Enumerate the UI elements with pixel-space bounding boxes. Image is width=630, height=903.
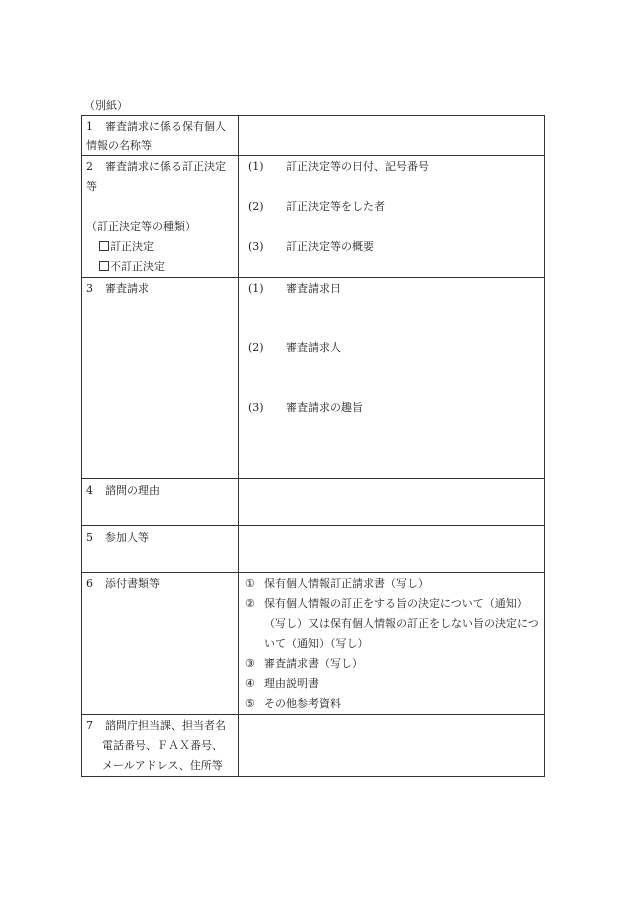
page-label: （別紙） xyxy=(84,99,128,112)
row-1-label-line-2: 情報の名称等 xyxy=(86,139,152,152)
row-7-label-line-2: 電話番号、ＦＡＸ番号、 xyxy=(102,739,223,752)
item-text: 審査請求日 xyxy=(286,282,341,295)
item-text: 訂正決定等の日付、記号番号 xyxy=(286,160,429,173)
item-number: (1) xyxy=(248,160,264,173)
row-1-content-cell xyxy=(239,116,545,156)
row-number: 5 xyxy=(86,531,93,544)
item-number: (1) xyxy=(248,282,264,295)
row-7-label-line-3: メールアドレス、住所等 xyxy=(102,759,223,772)
checkbox-correction-decision[interactable] xyxy=(99,237,154,257)
row-7-label-cell xyxy=(82,715,239,777)
row-1-label-line-1: 審査請求に係る保有個人 xyxy=(105,120,226,133)
row-1-label-cell xyxy=(82,116,239,156)
row-4-label: 諮問の理由 xyxy=(105,484,160,497)
row-5-content-cell xyxy=(239,526,545,573)
form-table xyxy=(81,115,545,777)
row-7-label-line-1: 諮問庁担当課、担当者名 xyxy=(105,719,226,732)
item-number: (2) xyxy=(248,341,264,354)
item-text: 訂正決定等の概要 xyxy=(286,240,374,253)
row-6-label-cell xyxy=(82,573,239,715)
attachment-mark: ③ xyxy=(245,657,255,670)
row-7-content-cell xyxy=(239,715,545,777)
checkbox-non-correction-decision[interactable] xyxy=(99,257,165,277)
attachment-text: その他参考資料 xyxy=(264,697,341,710)
row-number: 1 xyxy=(86,120,93,133)
row-4-content-cell xyxy=(239,479,545,526)
checkbox-icon xyxy=(99,261,109,271)
row-6-label: 添付書類等 xyxy=(105,577,160,590)
attachment-text: 保有個人情報訂正請求書（写し） xyxy=(264,577,429,590)
row-3-content-cell xyxy=(239,278,545,479)
row-number: 7 xyxy=(86,719,93,732)
item-text: 訂正決定等をした者 xyxy=(286,200,385,213)
row-2-label-line-2: 等 xyxy=(86,180,97,193)
attachment-mark: ④ xyxy=(245,677,255,690)
row-number: 4 xyxy=(86,484,93,497)
table-row xyxy=(82,573,545,715)
item-number: (2) xyxy=(248,200,264,213)
table-row xyxy=(82,116,545,156)
attachment-mark: ① xyxy=(245,577,255,590)
checkbox-label: 訂正決定 xyxy=(110,240,154,253)
attachment-text: 保有個人情報の訂正をする旨の決定について（通知）（写し）又は保有個人情報の訂正をしない旨の決定について（通知）（写し） xyxy=(264,597,539,650)
row-number: 2 xyxy=(86,160,93,173)
row-2-label-cell xyxy=(82,156,239,278)
attachment-mark: ② xyxy=(245,597,255,610)
row-2-content-cell xyxy=(239,156,545,278)
attachment-mark: ⑤ xyxy=(245,697,255,710)
item-number: (3) xyxy=(248,240,264,253)
table-row xyxy=(82,278,545,479)
attachment-text: 理由説明書 xyxy=(264,677,319,690)
row-5-label: 参加人等 xyxy=(105,531,149,544)
item-text: 審査請求人 xyxy=(286,341,341,354)
row-4-label-cell xyxy=(82,479,239,526)
attachment-text: 審査請求書（写し） xyxy=(264,657,363,670)
table-row xyxy=(82,156,545,278)
checkbox-icon xyxy=(99,241,109,251)
table-row xyxy=(82,526,545,573)
table-row xyxy=(82,479,545,526)
row-5-label-cell xyxy=(82,526,239,573)
item-text: 審査請求の趣旨 xyxy=(286,401,363,414)
row-3-label-cell xyxy=(82,278,239,479)
row-2-label-line-1: 審査請求に係る訂正決定 xyxy=(105,160,226,173)
row-3-label: 審査請求 xyxy=(105,282,149,295)
row-6-content-cell xyxy=(239,573,545,715)
row-number: 3 xyxy=(86,282,93,295)
checkbox-label: 不訂正決定 xyxy=(110,260,165,273)
row-number: 6 xyxy=(86,577,93,590)
row-2-sub-heading: （訂正決定等の種類） xyxy=(86,220,196,233)
item-number: (3) xyxy=(248,401,264,414)
table-row xyxy=(82,715,545,777)
